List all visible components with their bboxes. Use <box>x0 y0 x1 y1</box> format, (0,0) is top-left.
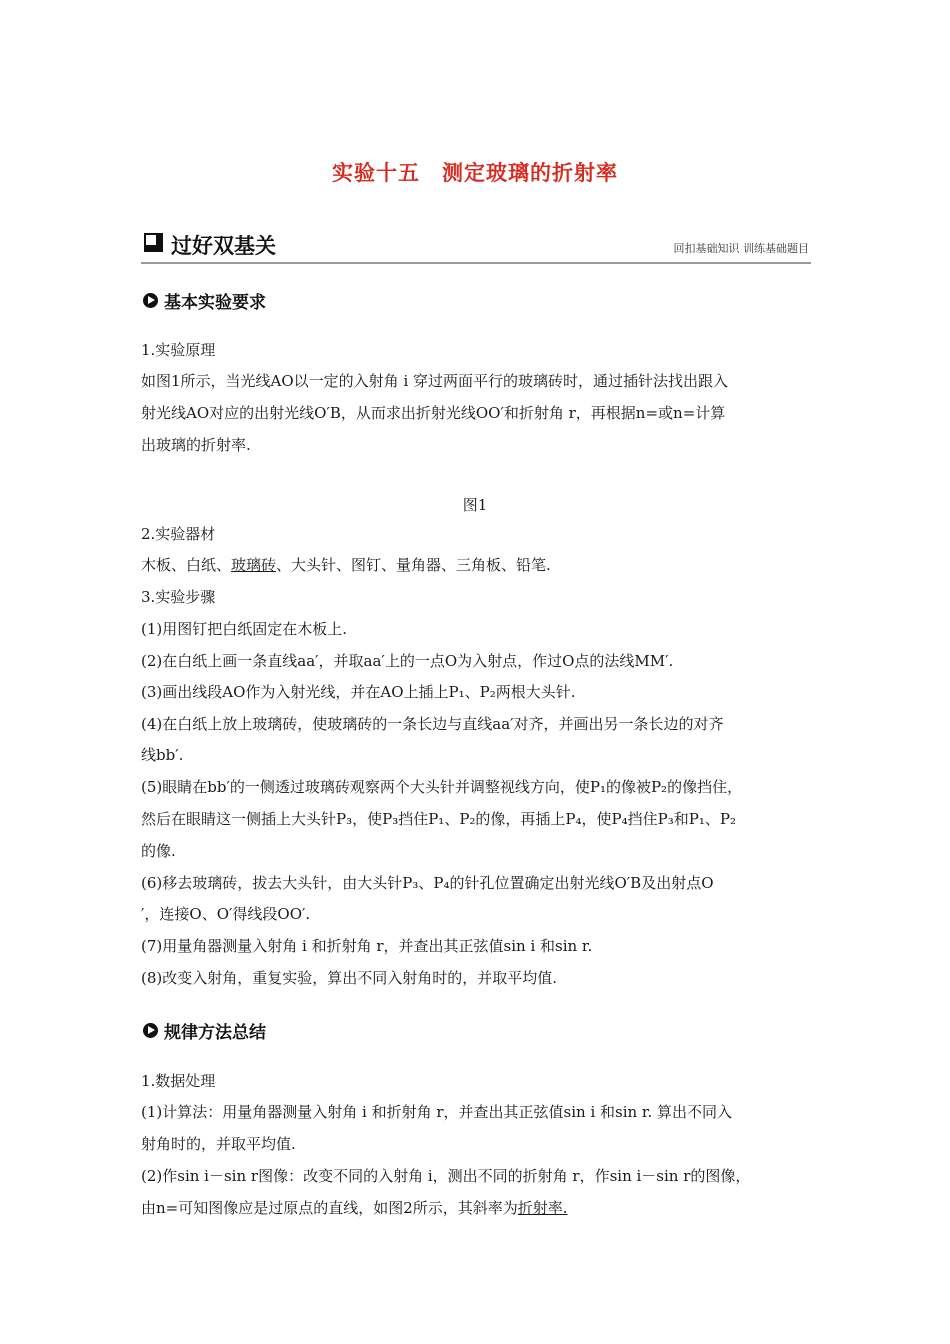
page-title: 实验十五 测定玻璃的折射率 <box>332 161 618 185</box>
text-line: (8)改变入射角，重复实验，算出不同入射角时的，并取平均值. <box>141 969 558 987</box>
text-line: (4)在白纸上放上玻璃砖，使玻璃砖的一条长边与直线aa′对齐，并画出另一条长边的对齐 <box>141 715 724 733</box>
text-line: 出玻璃的折射率. <box>141 436 251 454</box>
section-banner <box>141 228 811 264</box>
text-line: (6)移去玻璃砖，拔去大头针，由大头针P₃、P₄的针孔位置确定出射光线O′B及出射点O <box>141 874 714 892</box>
section-heading-text: 规律方法总结 <box>164 1023 266 1043</box>
underlined-term: 折射率. <box>517 1199 568 1217</box>
text-line <box>141 555 551 575</box>
text-span: 木板、白纸、 <box>141 556 232 574</box>
text-line: 3.实验步骤 <box>141 588 216 606</box>
text-line: 然后在眼睛这一侧插上大头针P₃，使P₃挡住P₁、P₂的像，再插上P₄，使P₄挡住P₃和P₁、P₂ <box>141 810 736 828</box>
text-line: 射光线AO对应的出射光线O′B，从而求出折射光线OO′和折射角 r，再根据n=或n=计算 <box>141 404 726 422</box>
underlined-term: 玻璃砖 <box>231 556 277 574</box>
text-line: 的像. <box>141 842 176 860</box>
text-line: (1)用图钉把白纸固定在木板上. <box>141 620 348 638</box>
section-heading-text: 基本实验要求 <box>164 293 266 313</box>
section-heading-basic <box>143 288 266 313</box>
text-line: 1.数据处理 <box>141 1072 216 1090</box>
text-line: 1.实验原理 <box>141 341 216 359</box>
play-circle-icon <box>143 1023 158 1038</box>
text-span: 由n=可知图像应是过原点的直线，如图2所示，其斜率为 <box>141 1199 518 1217</box>
figure-caption: 图1 <box>462 496 488 514</box>
play-circle-icon <box>143 293 158 308</box>
text-line: (7)用量角器测量入射角 i 和折射角 r，并查出其正弦值sin i 和sin r. <box>141 937 593 955</box>
text-line: 线bb′. <box>141 746 184 764</box>
text-line: (5)眼睛在bb′的一侧透过玻璃砖观察两个大头针并调整视线方向，使P₁的像被P₂的像挡住， <box>141 778 743 796</box>
text-line: (1)计算法：用量角器测量入射角 i 和折射角 r，并查出其正弦值sin i 和sin r. 算出不同入 <box>141 1103 732 1121</box>
square-icon <box>144 233 163 252</box>
text-line: ′，连接O、O′得线段OO′. <box>141 905 311 923</box>
text-line: (3)画出线段AO作为入射光线，并在AO上插上P₁、P₂两根大头针. <box>141 683 576 701</box>
text-span: 、大头针、图钉、量角器、三角板、铅笔. <box>276 556 551 574</box>
banner-title: 过好双基关 <box>171 234 276 258</box>
text-line: (2)作sin i－sin r图像：改变不同的入射角 i，测出不同的折射角 r，作sin i－sin r的图像， <box>141 1167 751 1185</box>
text-line: 如图1所示，当光线AO以一定的入射角 i 穿过两面平行的玻璃砖时，通过插针法找出跟入 <box>141 372 729 390</box>
text-line <box>141 1198 568 1218</box>
text-line: (2)在白纸上画一条直线aa′，并取aa′上的一点O为入射点，作过O点的法线MM′. <box>141 652 674 670</box>
banner-subtitle: 回扣基础知识 训练基础题目 <box>673 242 809 255</box>
text-line: 2.实验器材 <box>141 525 216 543</box>
text-line: 射角时的，并取平均值. <box>141 1135 296 1153</box>
section-heading-summary <box>143 1018 266 1043</box>
